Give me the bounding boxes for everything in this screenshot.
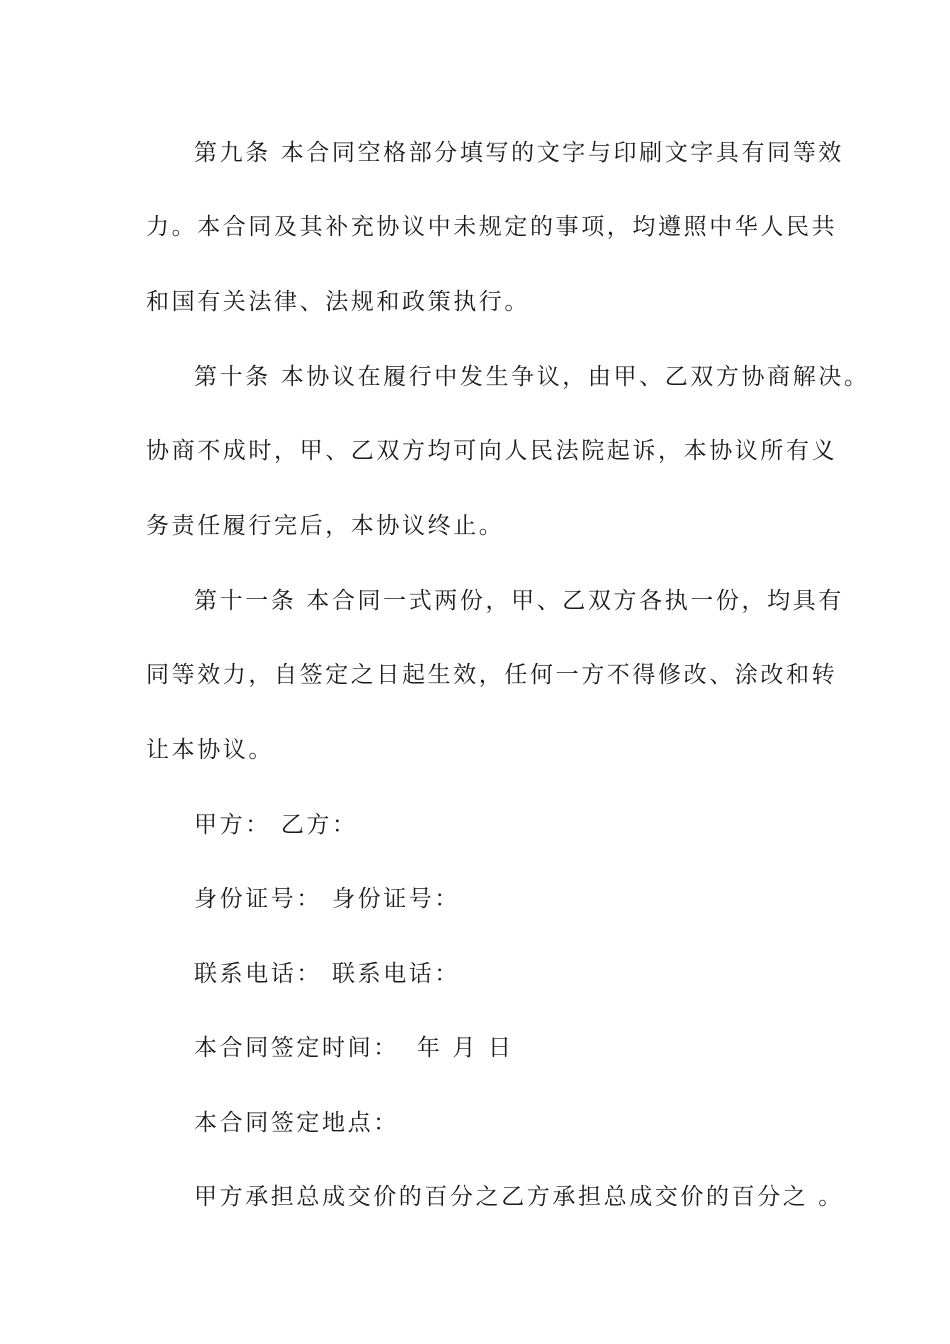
article-9-line-2: 力。本合同及其补充协议中未规定的事项，均遵照中华人民共 bbox=[146, 214, 838, 240]
phone-a-label: 联系电话： bbox=[194, 961, 322, 987]
article-9-line-1: 第九条 本合同空格部分填写的文字与印刷文字具有同等效 bbox=[194, 140, 844, 166]
article-10-line-2: 协商不成时，甲、乙双方均可向人民法院起诉，本协议所有义 bbox=[146, 438, 838, 464]
article-11-line-3: 让本协议。 bbox=[146, 737, 274, 763]
party-line bbox=[194, 810, 358, 840]
phone-b-label: 联系电话： bbox=[332, 961, 460, 987]
id-b-label: 身份证号： bbox=[332, 886, 460, 912]
article-9-line-3: 和国有关法律、法规和政策执行。 bbox=[146, 289, 530, 315]
sign-date-line bbox=[194, 1033, 514, 1063]
cost-split-line: 甲方承担总成交价的百分之乙方承担总成交价的百分之 。 bbox=[194, 1184, 844, 1210]
year-label: 年 bbox=[416, 1035, 443, 1061]
article-11-line-1: 第十一条 本合同一式两份，甲、乙双方各执一份，均具有 bbox=[194, 588, 844, 614]
id-a-label: 身份证号： bbox=[194, 886, 322, 912]
party-a-label: 甲方： bbox=[194, 812, 271, 838]
id-number-line bbox=[194, 884, 460, 914]
article-10-line-1: 第十条 本协议在履行中发生争议，由甲、乙双方协商解决。 bbox=[194, 364, 870, 390]
sign-date-label: 本合同签定时间： bbox=[194, 1035, 399, 1061]
article-10-line-3: 务责任履行完后，本协议终止。 bbox=[146, 513, 505, 539]
day-label: 日 bbox=[488, 1035, 514, 1061]
phone-line bbox=[194, 959, 460, 989]
party-b-label: 乙方： bbox=[280, 812, 358, 838]
article-11-line-2: 同等效力，自签定之日起生效，任何一方不得修改、涂改和转 bbox=[146, 662, 838, 688]
sign-place-line: 本合同签定地点： bbox=[194, 1110, 399, 1136]
month-label: 月 bbox=[452, 1035, 479, 1061]
